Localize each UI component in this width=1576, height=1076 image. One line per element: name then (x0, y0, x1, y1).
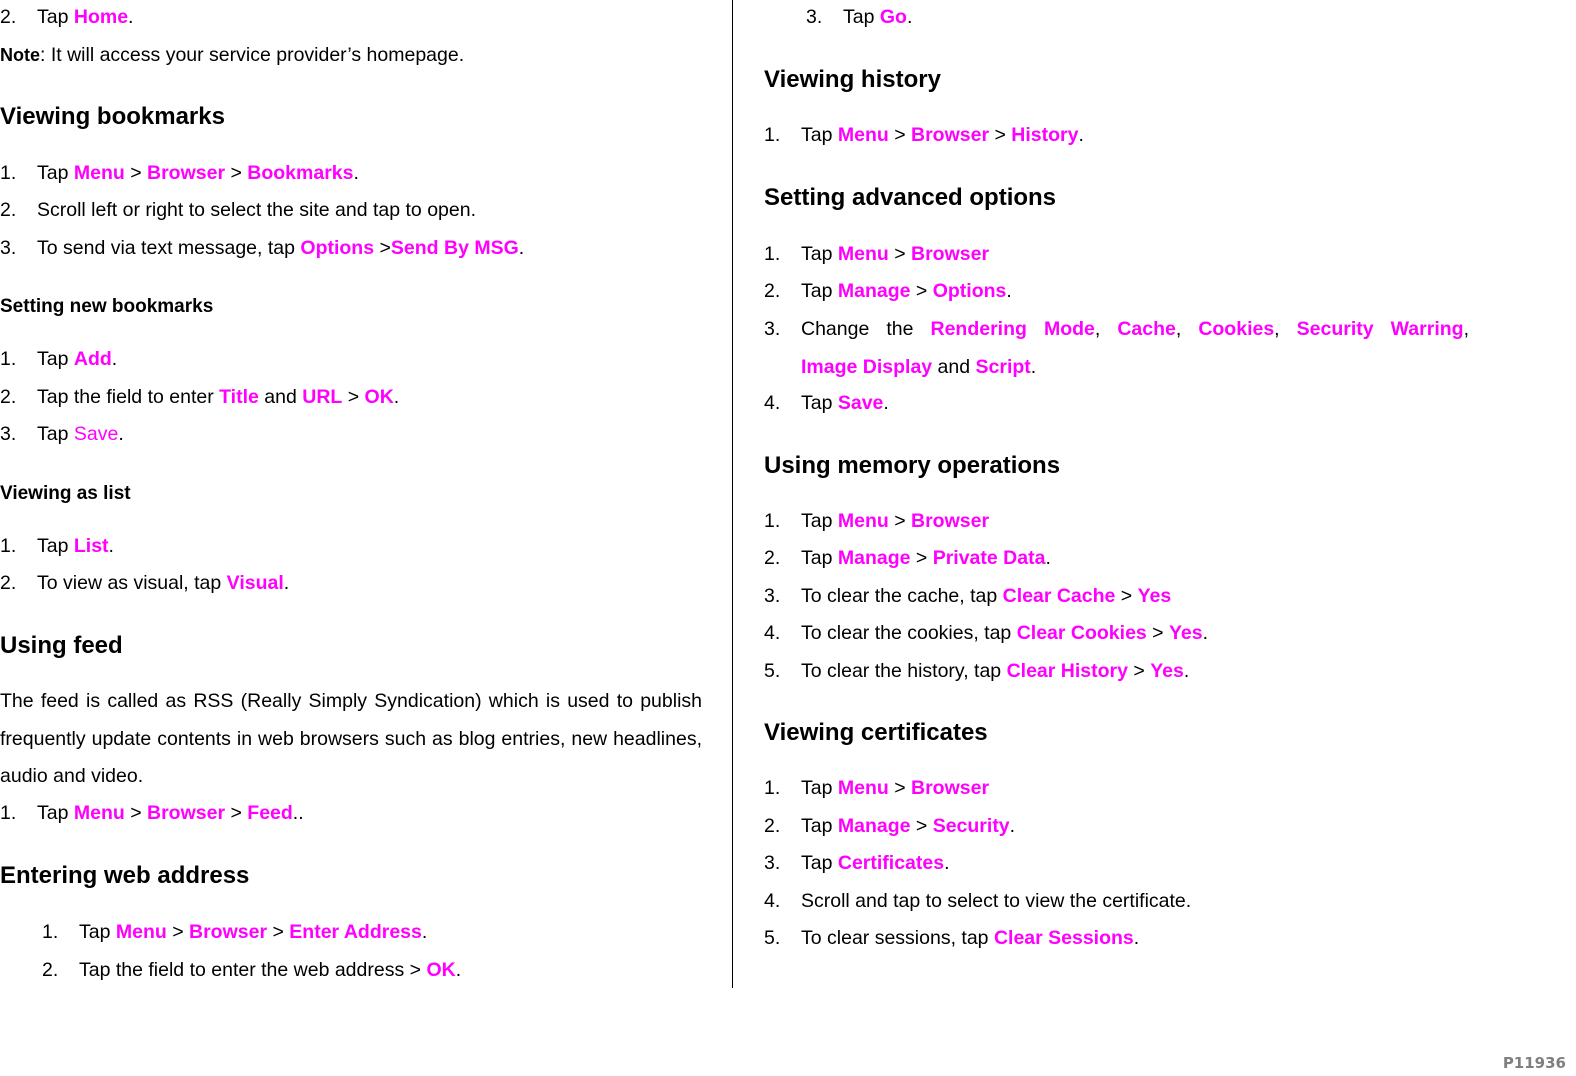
keyword: Browser (911, 510, 990, 532)
keyword: Warring (1390, 318, 1464, 340)
step-number: 5. (764, 660, 781, 682)
step-number: 3. (0, 237, 17, 259)
step-text: To clear the cache, tap (801, 585, 1003, 607)
keyword: Security (1296, 318, 1374, 340)
separator: > (910, 547, 933, 569)
step-text: Tap (79, 921, 116, 943)
note (0, 44, 464, 67)
separator: , (1175, 318, 1182, 340)
keyword: Browser (911, 777, 990, 799)
keyword: Feed (247, 802, 293, 824)
step-text: Scroll left or right to select the site and tap to open. (37, 199, 476, 221)
step-number: 2. (0, 572, 17, 594)
keyword: Save (73, 423, 119, 445)
separator: > (1115, 585, 1138, 607)
separator: > (267, 921, 290, 943)
step-number: 1. (0, 535, 17, 557)
step-line (764, 349, 1469, 387)
keyword: Mode (1043, 318, 1095, 340)
step-number: 1. (764, 243, 781, 265)
step-number: 2. (764, 280, 781, 302)
step-text: the (886, 318, 914, 340)
step-number: 3. (764, 585, 781, 607)
separator: , (1274, 318, 1280, 340)
step (0, 423, 124, 446)
step-text: Tap (37, 162, 74, 184)
step-text: . (118, 423, 124, 445)
feed-paragraph: The feed is called as RSS (Really Simply Syndication) which is used to publish frequently update contents in web browsers such as blog entries, new headlines, audio and video. (0, 690, 702, 787)
step (764, 815, 1015, 838)
step-text: Tap (37, 348, 74, 370)
keyword: Rendering (930, 318, 1027, 340)
step-change-options (764, 311, 1469, 386)
separator: > (225, 802, 248, 824)
keyword: Browser (147, 162, 226, 184)
keyword: Send By MSG (390, 237, 519, 259)
step-text: . (455, 959, 462, 981)
keyword: Save (837, 392, 884, 414)
separator: > (124, 162, 148, 184)
step-text: . (283, 572, 290, 594)
step-text: . (393, 386, 400, 408)
separator: > (1127, 660, 1151, 682)
keyword: Enter Address (289, 921, 422, 943)
step-text: Tap (37, 423, 74, 445)
step (0, 386, 399, 409)
keyword: Certificates (837, 852, 945, 874)
step-number: 5. (764, 927, 781, 949)
step-text: To clear the cookies, tap (801, 622, 1017, 644)
step-number: 1. (0, 348, 17, 370)
step (42, 921, 427, 944)
step-text: . (906, 6, 913, 28)
step-text: Tap (37, 535, 74, 557)
heading-viewing-certificates: Viewing certificates (764, 719, 988, 746)
separator: > (1146, 622, 1169, 644)
step-number: 1. (764, 124, 781, 146)
keyword: History (1011, 124, 1079, 146)
keyword: Image Display (801, 355, 933, 378)
step-text: . (421, 921, 428, 943)
step-tap-go (806, 6, 912, 29)
step-text: To clear sessions, tap (801, 927, 994, 949)
keyword: Menu (837, 777, 889, 799)
note-text: : It will access your service provider’s homepage. (40, 44, 465, 66)
separator: > (342, 386, 365, 408)
step-number: 1. (764, 777, 781, 799)
step-number: 2. (0, 199, 17, 221)
keyword-group (1044, 311, 1100, 349)
column-divider (732, 0, 733, 988)
step-text: Tap (801, 124, 838, 146)
keyword: Clear Sessions (993, 927, 1134, 949)
step (764, 547, 1051, 570)
step-number: 3. (0, 423, 17, 445)
keyword-home: Home (73, 6, 129, 28)
keyword: Yes (1137, 585, 1172, 607)
keyword: Browser (911, 243, 990, 265)
separator: > (225, 162, 248, 184)
step (0, 572, 289, 595)
step (764, 124, 1084, 147)
step (0, 237, 524, 260)
step (764, 890, 1191, 913)
step (764, 585, 1171, 608)
step-number: 1. (42, 921, 59, 943)
step (764, 660, 1189, 683)
separator: > (888, 243, 912, 265)
step-text: Tap (801, 510, 838, 532)
step-text: Scroll and tap to select to view the certificate. (801, 890, 1192, 912)
keyword: Script (975, 355, 1031, 378)
separator: , (1463, 318, 1469, 340)
keyword: Bookmarks (247, 162, 354, 184)
keyword: Menu (837, 510, 889, 532)
keyword: OK (426, 959, 456, 981)
step-text: Tap the field to enter (37, 386, 220, 408)
keyword: Manage (837, 280, 911, 302)
step-number: 2. (0, 6, 17, 28)
step-text: Tap (801, 280, 838, 302)
step-text: Tap (801, 392, 838, 414)
separator: , (1094, 318, 1101, 340)
step (0, 802, 304, 825)
step-number: 1. (0, 802, 17, 824)
separator: > (166, 921, 190, 943)
step-text: Tap the field to enter the web address > (79, 959, 427, 981)
keyword: List (73, 535, 109, 557)
keyword: Browser (189, 921, 268, 943)
step-number: 4. (764, 392, 781, 414)
step-text: . (944, 852, 950, 874)
step-text: . (1078, 124, 1084, 146)
step-text: To send via text message, tap (37, 237, 301, 259)
step-text: . (883, 392, 889, 414)
step-number: 3. (806, 6, 823, 28)
step-text: Tap (37, 802, 74, 824)
keyword: Add (73, 348, 112, 370)
keyword-group (1117, 311, 1181, 349)
keyword: Yes (1169, 622, 1203, 644)
keyword: Visual (226, 572, 284, 594)
step-text: . (518, 237, 525, 259)
step-number: 2. (0, 386, 17, 408)
keyword: Menu (837, 243, 889, 265)
keyword: OK (364, 386, 394, 408)
step-text: Tap (37, 6, 74, 28)
heading-entering-web-address: Entering web address (0, 862, 250, 889)
heading-using-memory-operations: Using memory operations (764, 452, 1061, 479)
heading-viewing-bookmarks: Viewing bookmarks (0, 103, 225, 130)
step-line (764, 311, 1469, 349)
step (764, 927, 1139, 950)
step-text: Tap (801, 243, 838, 265)
step (764, 243, 989, 266)
step-number: 1. (764, 510, 781, 532)
step-text: . (128, 6, 134, 28)
step-tap-home (0, 6, 133, 29)
step-text: Tap (801, 852, 838, 874)
step (764, 777, 989, 800)
step-number: 4. (764, 622, 781, 644)
step-text: Change (801, 318, 870, 340)
step-text: and (258, 386, 303, 408)
page-code: P11936 (1502, 1054, 1566, 1072)
step-text: . (1202, 622, 1209, 644)
step-text: To view as visual, tap (37, 572, 227, 594)
step-text: . (1183, 660, 1190, 682)
keyword: Menu (73, 162, 125, 184)
keyword: Security (932, 815, 1010, 837)
step-number: 1. (0, 162, 17, 184)
keyword: Clear History (1006, 660, 1128, 682)
step-number: 2. (764, 815, 781, 837)
step-text: . (111, 348, 118, 370)
separator: > (374, 237, 391, 259)
separator: > (910, 280, 933, 302)
step-text: Tap (801, 777, 838, 799)
separator: > (888, 777, 912, 799)
keyword: Browser (147, 802, 226, 824)
step-text: . (353, 162, 359, 184)
separator: > (888, 124, 912, 146)
step (0, 535, 114, 558)
separator: > (888, 510, 912, 532)
keyword: Browser (911, 124, 990, 146)
heading-using-feed: Using feed (0, 632, 123, 659)
heading-viewing-history: Viewing history (764, 66, 941, 93)
keyword: URL (302, 386, 343, 408)
keyword: Manage (837, 547, 911, 569)
keyword: Private Data (932, 547, 1046, 569)
separator: > (989, 124, 1012, 146)
keyword: Cookies (1198, 318, 1275, 340)
step-text: . (1006, 280, 1012, 302)
keyword: Yes (1150, 660, 1184, 682)
heading-setting-advanced-options: Setting advanced options (764, 184, 1057, 211)
step-text: . (108, 535, 114, 557)
step-number: 3. (764, 852, 781, 874)
keyword-group (1391, 311, 1469, 349)
heading-setting-new-bookmarks: Setting new bookmarks (0, 296, 214, 317)
step (42, 959, 461, 982)
keyword: Cache (1117, 318, 1176, 340)
keyword: Title (219, 386, 259, 408)
step (764, 280, 1012, 303)
step (0, 348, 117, 371)
keyword: Options (300, 237, 375, 259)
note-label: Note (0, 45, 40, 65)
step-number: 2. (42, 959, 59, 981)
keyword: Clear Cookies (1016, 622, 1147, 644)
step-text: Tap (843, 6, 880, 28)
step-text: . (1009, 815, 1016, 837)
keyword: Clear Cache (1002, 585, 1116, 607)
step (764, 510, 989, 533)
step-text: . (1133, 927, 1140, 949)
step-number: 4. (764, 890, 781, 912)
step (0, 199, 476, 222)
step (764, 392, 889, 415)
heading-viewing-as-list: Viewing as list (0, 483, 131, 504)
step-text: . (1030, 355, 1037, 378)
keyword: Go (879, 6, 907, 28)
keyword: Manage (837, 815, 911, 837)
step (0, 162, 359, 185)
keyword: Menu (837, 124, 889, 146)
step-text: .. (292, 802, 304, 824)
separator: > (910, 815, 933, 837)
step-number: 3. (764, 318, 781, 340)
step-number: 2. (764, 547, 781, 569)
keyword: Options (932, 280, 1007, 302)
step-text: Tap (801, 815, 838, 837)
step (764, 622, 1208, 645)
step-text: . (1045, 547, 1051, 569)
step-text: Tap (801, 547, 838, 569)
keyword: Menu (115, 921, 167, 943)
keyword-group (1198, 311, 1279, 349)
separator: > (124, 802, 148, 824)
step-text: and (932, 355, 976, 378)
step (764, 852, 950, 875)
step-text: To clear the history, tap (801, 660, 1007, 682)
keyword: Menu (73, 802, 125, 824)
